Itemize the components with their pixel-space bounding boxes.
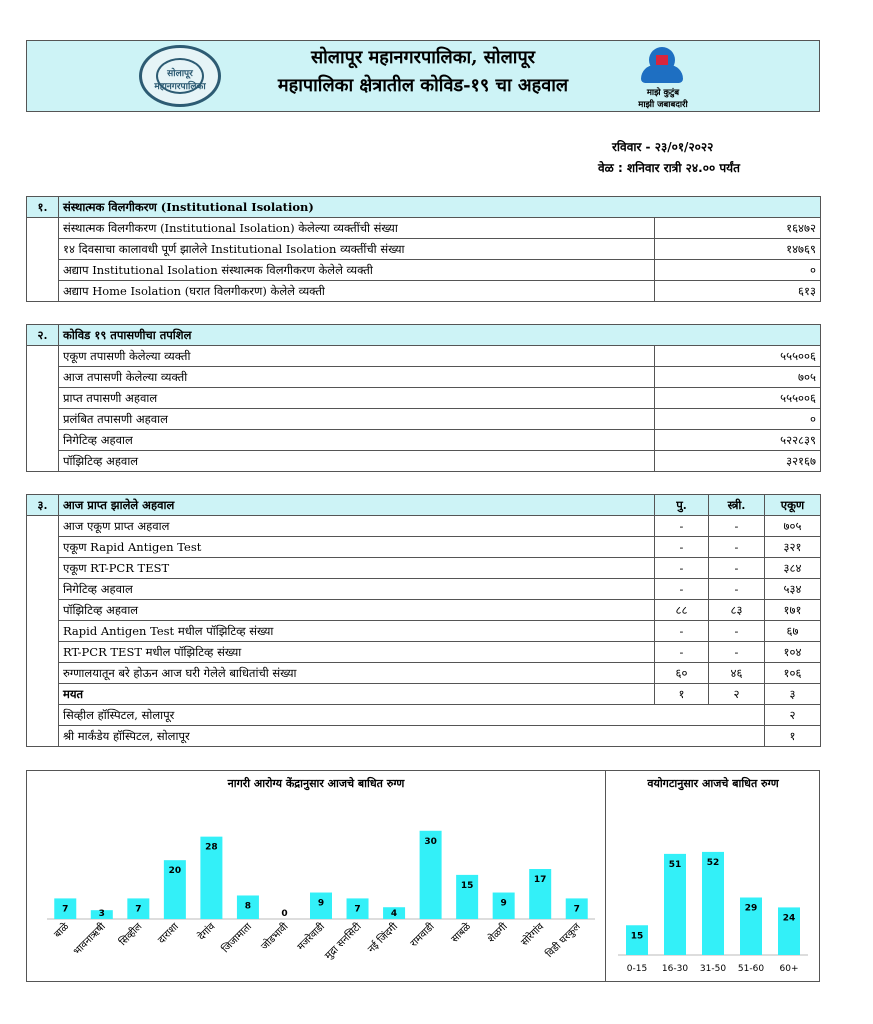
cell-total: १०४ xyxy=(765,642,821,663)
cell-total: ३२१ xyxy=(765,537,821,558)
report-date: रविवार - २३/०१/२०२२ xyxy=(612,140,714,154)
bar-value-label: 24 xyxy=(782,913,796,924)
hospital-deaths: २ xyxy=(765,705,821,726)
cell-male: - xyxy=(655,537,709,558)
bar-value-label: 9 xyxy=(500,898,507,909)
table-row xyxy=(27,346,821,367)
table-row xyxy=(27,388,821,409)
row-label: एकूण तपासणी केलेल्या व्यक्ती xyxy=(59,346,655,367)
row-value: ७०५ xyxy=(655,367,821,388)
table-row xyxy=(27,409,821,430)
row-label: आज तपासणी केलेल्या व्यक्ती xyxy=(59,367,655,388)
cell-male: ६० xyxy=(655,663,709,684)
table-row xyxy=(27,218,821,239)
x-tick-label: सोरेगांव xyxy=(519,921,547,949)
cell-female: - xyxy=(709,558,765,579)
bar-value-label: 52 xyxy=(706,857,720,868)
cell-female: - xyxy=(709,516,765,537)
seal-text: सोलापूर महानगरपालिका xyxy=(154,69,206,92)
row-value: ६१३ xyxy=(655,281,821,302)
row-value: ५५५००६ xyxy=(655,388,821,409)
blank-cell xyxy=(27,579,59,600)
bar-value-label: 15 xyxy=(630,931,644,942)
row-label: प्राप्त तपासणी अहवाल xyxy=(59,388,655,409)
bar-value-label: 7 xyxy=(62,904,69,915)
cell-female: - xyxy=(709,537,765,558)
section2-table xyxy=(26,324,821,472)
section1-header-row xyxy=(27,197,821,218)
bar-value-label: 30 xyxy=(424,836,437,847)
row-label: पॉझिटिव्ह अहवाल xyxy=(59,451,655,472)
bar-value-label: 0 xyxy=(281,909,288,919)
bar-value-label: 17 xyxy=(533,875,547,885)
chart2-age-groups xyxy=(606,793,819,981)
row-label: संस्थात्मक विलगीकरण (Institutional Isolation) केलेल्या व्यक्तींची संख्या xyxy=(59,218,655,239)
row-label: पॉझिटिव्ह अहवाल xyxy=(59,600,655,621)
report-header xyxy=(26,40,820,112)
hospital-label: श्री मार्कंडेय हॉस्पिटल, सोलापूर xyxy=(59,726,765,747)
bar-value-label: 28 xyxy=(205,842,218,853)
column-header-total: एकूण xyxy=(765,495,821,516)
x-tick-label: रामवाडी xyxy=(408,921,437,950)
table-row xyxy=(27,663,821,684)
cell-female: २ xyxy=(709,684,765,705)
row-label: एकूण RT-PCR TEST xyxy=(59,558,655,579)
logo-line1: माझे कुटुंब xyxy=(646,88,680,98)
table-row xyxy=(27,621,821,642)
x-tick-label: मुद्रा सनसिटी xyxy=(323,921,364,962)
x-tick-label: बाळे xyxy=(52,921,72,941)
table-row xyxy=(27,516,821,537)
blank-cell xyxy=(27,621,59,642)
x-tick-label: शेळगी xyxy=(486,921,510,946)
bar-value-label: 15 xyxy=(460,880,474,891)
row-label: प्रलंबित तपासणी अहवाल xyxy=(59,409,655,430)
row-label: १४ दिवसाचा कालावधी पूर्ण झालेले Institutional Isolation व्यक्तींची संख्या xyxy=(59,239,655,260)
section2-number: २. xyxy=(27,325,59,346)
cell-total: १७१ xyxy=(765,600,821,621)
cell-female: ४६ xyxy=(709,663,765,684)
x-tick-label: नई जिंदगी xyxy=(366,921,401,956)
blank-cell xyxy=(27,260,59,281)
blank-cell xyxy=(27,239,59,260)
bar-value-label: 8 xyxy=(244,901,252,912)
section1-number: १. xyxy=(27,197,59,218)
hospital-row xyxy=(27,726,821,747)
cell-male: - xyxy=(655,516,709,537)
cell-female: ८३ xyxy=(709,600,765,621)
blank-cell xyxy=(27,537,59,558)
blank-cell xyxy=(27,367,59,388)
section2-header-row xyxy=(27,325,821,346)
blank-cell xyxy=(27,346,59,367)
cell-total: ३८४ xyxy=(765,558,821,579)
row-value: ० xyxy=(655,409,821,430)
row-label: Rapid Antigen Test मधील पॉझिटिव्ह संख्या xyxy=(59,621,655,642)
section1-title: संस्थात्मक विलगीकरण (Institutional Isolation) xyxy=(59,197,821,218)
x-tick-label: 51-60 xyxy=(737,964,765,974)
blank-cell xyxy=(27,642,59,663)
section1-table xyxy=(26,196,821,302)
row-value: ५२२८३९ xyxy=(655,430,821,451)
x-tick-label: सिव्हील xyxy=(117,921,145,949)
cell-total: ५३४ xyxy=(765,579,821,600)
blank-cell xyxy=(27,451,59,472)
hospital-deaths: १ xyxy=(765,726,821,747)
table-row xyxy=(27,600,821,621)
logo-line2: माझी जबाबदारी xyxy=(638,100,688,110)
cell-male: ८८ xyxy=(655,600,709,621)
x-tick-label: दाराशा xyxy=(156,921,181,947)
blank-cell xyxy=(27,281,59,302)
x-tick-label: साबळे xyxy=(449,921,474,946)
bar-value-label: 4 xyxy=(390,909,398,919)
bar-value-label: 3 xyxy=(98,909,105,919)
chart1-health-centers xyxy=(27,793,605,981)
cell-female: - xyxy=(709,642,765,663)
table-row xyxy=(27,281,821,302)
hospital-row xyxy=(27,705,821,726)
cell-total: ६७ xyxy=(765,621,821,642)
section2-title: कोविड १९ तपासणीचा तपशिल xyxy=(59,325,821,346)
blank-cell xyxy=(27,218,59,239)
blank-cell xyxy=(27,684,59,705)
row-label: एकूण Rapid Antigen Test xyxy=(59,537,655,558)
section3-table xyxy=(26,494,821,747)
blank-cell xyxy=(27,600,59,621)
cell-female: - xyxy=(709,621,765,642)
x-tick-label: 16-30 xyxy=(661,964,689,974)
row-value: १४७६९ xyxy=(655,239,821,260)
header-title-line1: सोलापूर महानगरपालिका, सोलापूर xyxy=(310,47,536,68)
row-label: मयत xyxy=(59,684,655,705)
table-row xyxy=(27,558,821,579)
cell-total: १०६ xyxy=(765,663,821,684)
report-time: वेळ : शनिवार रात्री २४.०० पर्यंत xyxy=(598,161,740,175)
blank-cell xyxy=(27,705,59,726)
bar-value-label: 7 xyxy=(354,904,361,915)
blank-cell xyxy=(27,558,59,579)
blank-cell xyxy=(27,388,59,409)
row-label: अद्याप Institutional Isolation संस्थात्मक विलगीकरण केलेले व्यक्ती xyxy=(59,260,655,281)
bar-value-label: 9 xyxy=(317,898,325,909)
table-row xyxy=(27,451,821,472)
row-label: निगेटिव्ह अहवाल xyxy=(59,579,655,600)
table-row xyxy=(27,260,821,281)
header-title-line2: महापालिका क्षेत्रातील कोविड-१९ चा अहवाल xyxy=(277,75,569,96)
table-row xyxy=(27,537,821,558)
row-label: रुग्णालयातून बरे होऊन आज घरी गेलेले बाधितांची संख्या xyxy=(59,663,655,684)
x-tick-label: देगांव xyxy=(196,921,218,943)
chart1-title: नागरी आरोग्य केंद्रानुसार आजचे बाधित रुग्ण xyxy=(227,777,405,790)
row-label: अद्याप Home Isolation (घरात विलगीकरण) केलेले व्यक्ती xyxy=(59,281,655,302)
x-tick-label: विडी घरकुल xyxy=(544,921,583,961)
bar-value-label: 7 xyxy=(573,904,580,915)
column-header-male: पु. xyxy=(655,495,709,516)
blank-cell xyxy=(27,409,59,430)
bar-value-label: 51 xyxy=(668,859,682,870)
cell-total: ७०५ xyxy=(765,516,821,537)
cell-male: - xyxy=(655,579,709,600)
hospital-label: सिव्हील हॉस्पिटल, सोलापूर xyxy=(59,705,765,726)
campaign-logo xyxy=(623,45,703,111)
row-value: १६४७२ xyxy=(655,218,821,239)
house-icon xyxy=(656,55,668,65)
row-label: निगेटिव्ह अहवाल xyxy=(59,430,655,451)
charts-panel xyxy=(26,770,820,982)
chart2-title: वयोगटानुसार आजचे बाधित रुग्ण xyxy=(647,777,779,790)
row-label: RT-PCR TEST मधील पॉझिटिव्ह संख्या xyxy=(59,642,655,663)
blank-cell xyxy=(27,430,59,451)
blank-cell xyxy=(27,663,59,684)
row-value: ५५५००६ xyxy=(655,346,821,367)
x-tick-label: भावनाऋषी xyxy=(71,921,108,958)
table-row xyxy=(27,239,821,260)
table-row xyxy=(27,684,821,705)
table-row xyxy=(27,367,821,388)
cell-male: १ xyxy=(655,684,709,705)
row-value: ० xyxy=(655,260,821,281)
x-tick-label: जोडभावी xyxy=(259,921,291,953)
x-tick-label: जिजामाता xyxy=(220,921,255,956)
section3-number: ३. xyxy=(27,495,59,516)
bar-value-label: 20 xyxy=(168,866,182,877)
table-row xyxy=(27,430,821,451)
row-value: ३२१६७ xyxy=(655,451,821,472)
bar-value-label: 29 xyxy=(744,903,758,914)
cell-male: - xyxy=(655,642,709,663)
row-label: आज एकूण प्राप्त अहवाल xyxy=(59,516,655,537)
column-header-female: स्त्री. xyxy=(709,495,765,516)
cell-male: - xyxy=(655,558,709,579)
table-row xyxy=(27,642,821,663)
blank-cell xyxy=(27,516,59,537)
cell-female: - xyxy=(709,579,765,600)
x-tick-label: 60+ xyxy=(779,964,799,974)
table-row xyxy=(27,579,821,600)
section3-header-row xyxy=(27,495,821,516)
x-tick-label: 31-50 xyxy=(699,964,727,974)
blank-cell xyxy=(27,726,59,747)
x-tick-label: मजरेवाडी xyxy=(295,921,328,953)
cell-total: ३ xyxy=(765,684,821,705)
bar-value-label: 7 xyxy=(135,904,142,915)
cell-male: - xyxy=(655,621,709,642)
x-tick-label: 0-15 xyxy=(626,964,648,974)
section3-title: आज प्राप्त झालेले अहवाल xyxy=(59,495,655,516)
